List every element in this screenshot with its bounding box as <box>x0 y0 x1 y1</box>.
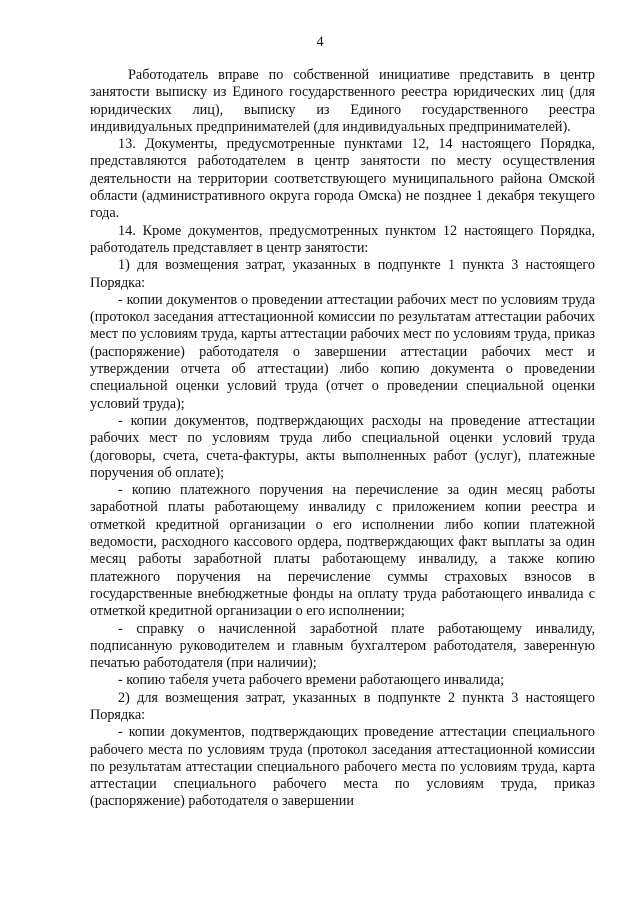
paragraph-bullet-timesheet: - копию табеля учета рабочего времени работающего инвалида; <box>118 672 505 689</box>
paragraph-optional-extract: Работодатель вправе по собственной инициативе представить в центр занятости выписку из Единого государственного реестра юридических лиц (для юридических лиц), выписку из Единого государственного реестра индивидуальных предпринимателей (для индивидуальных предпринимателей). <box>90 67 595 135</box>
document-body <box>90 67 595 811</box>
paragraph-bullet-special-workplace: - копии документов, подтверждающих проведение аттестации специального рабочего места по условиям труда (протокол заседания аттестационной комиссии по результатам аттестации специального рабочего места по условиям труда, карта аттестации специального рабочего места по условиям труда, приказ (распоряжение) работодателя о завершении <box>90 724 595 810</box>
page-number: 4 <box>316 34 324 50</box>
paragraph-bullet-salary-certificate: - справку о начисленной заработной плате работающему инвалиду, подписанную руководителем и главным бухгалтером работодателя, заверенную печатью работодателя (при наличии); <box>90 620 595 672</box>
paragraph-subitem-2: 2) для возмещения затрат, указанных в подпункте 2 пункта 3 настоящего Порядка: <box>90 689 595 723</box>
paragraph-bullet-expense-docs: - копии документов, подтверждающих расходы на проведение аттестации рабочих мест по условиям труда либо специальной оценки условий труда (договоры, счета, счета-фактуры, акты выполненных работ (услуг), платежные поручения об оплате); <box>90 412 595 481</box>
paragraph-item-14: 14. Кроме документов, предусмотренных пунктом 12 настоящего Порядка, работодатель представляет в центр занятости: <box>90 222 595 256</box>
paragraph-bullet-payment-order: - копию платежного поручения на перечисление за один месяц работы заработной платы работающему инвалиду с приложением копии реестра и отметкой кредитной организации о его исполнении либо копии платежной ведомости, расходного кассового ордера, подтверждающих факт выплаты за один месяц работы заработной платы работающему инвалиду, а также копию платежного поручения на перечисление суммы страховых взносов в государственные внебюджетные фонды на оплату труда работающего инвалида с отметкой кредитной организации о его исполнении; <box>90 482 595 620</box>
paragraph-subitem-1: 1) для возмещения затрат, указанных в подпункте 1 пункта 3 настоящего Порядка: <box>90 257 595 291</box>
paragraph-item-13: 13. Документы, предусмотренные пунктами 12, 14 настоящего Порядка, представляются работодателем в центр занятости по месту осуществления деятельности на территории соответствующего муниципального района Омской области (административного округа города Омска) не позднее 1 декабря текущего года. <box>90 136 595 222</box>
paragraph-bullet-attestation-docs: - копии документов о проведении аттестации рабочих мест по условиям труда (протокол заседания аттестационной комиссии по результатам аттестации рабочих мест по условиям труда, карты аттестации рабочих мест по условиям труда, приказ (распоряжение) работодателя о завершении аттестации рабочих мест и утверждении отчета об аттестации) либо копию документа о проведении специальной оценки условий труда (отчет о проведении специальной оценки условий труда); <box>90 291 595 412</box>
